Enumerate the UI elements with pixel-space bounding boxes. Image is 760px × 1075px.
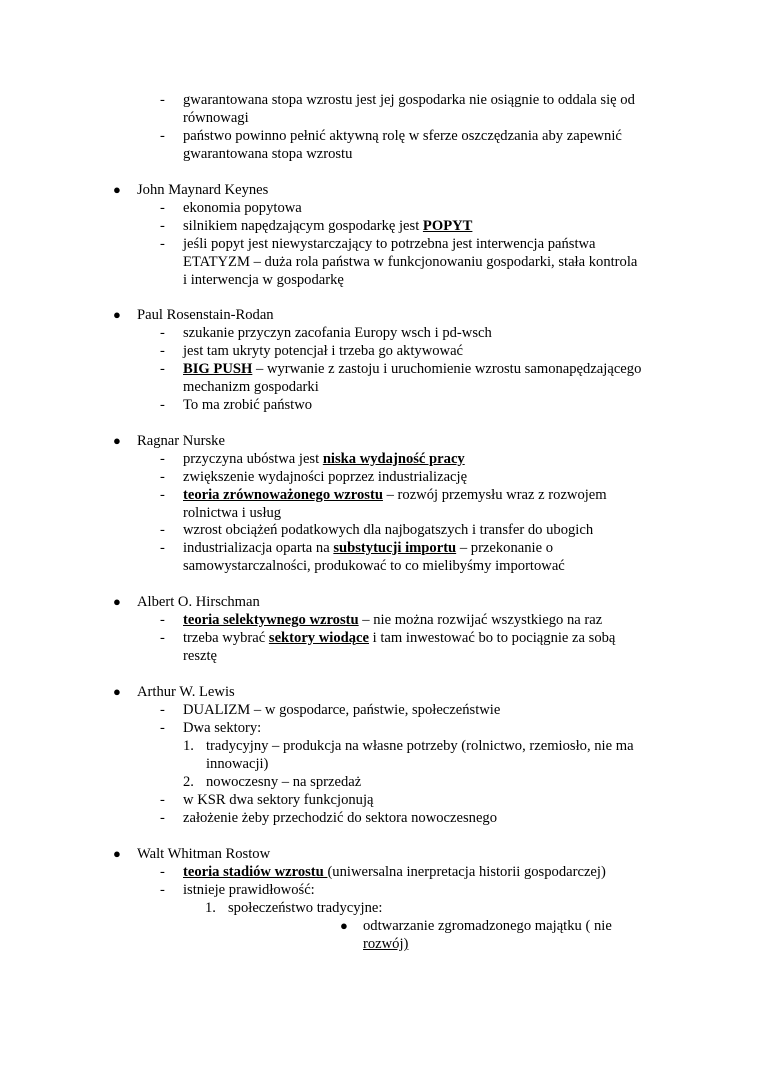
dash-marker: - — [160, 218, 165, 234]
rosenstein-key-term: BIG PUSH — [183, 361, 253, 377]
nurkse-item-5-line-2: samowystarczalności, produkować to co mielibyśmy importować — [183, 558, 565, 574]
rosenstein-item-2: jest tam ukryty potencjał i trzeba go aktywować — [183, 343, 464, 359]
intro-item-2-line-1: państwo powinno pełnić aktywną rolę w sferze oszczędzania aby zapewnić — [183, 128, 622, 144]
lewis-item-2: Dwa sektory: — [183, 720, 262, 736]
dash-marker: - — [160, 325, 165, 341]
bullet-icon: ● — [113, 684, 121, 699]
dash-marker: - — [160, 522, 165, 538]
list-number: 1. — [205, 900, 216, 916]
rosenstein-item-3-line-2: mechanizm gospodarki — [183, 379, 319, 395]
bullet-icon: ● — [113, 182, 121, 197]
dash-marker: - — [160, 487, 165, 503]
rostow-subitem-1: społeczeństwo tradycyjne: — [228, 900, 383, 916]
nurkse-item-1: przyczyna ubóstwa jest niska wydajność pracy — [183, 451, 465, 467]
rosenstein-item-1: szukanie przyczyn zacofania Europy wsch i pd-wsch — [183, 325, 492, 341]
rostow-item-1: teoria stadiów wzrostu (uniwersalna inerpretacja historii gospodarczej) — [183, 864, 606, 880]
intro-item-1-line-1: gwarantowana stopa wzrostu jest jej gospodarka nie osiągnie to oddala się od — [183, 92, 635, 108]
dash-marker: - — [160, 630, 165, 646]
hirschman-key-term-1: teoria selektywnego wzrostu — [183, 612, 359, 628]
dash-marker: - — [160, 397, 165, 413]
nurkse-key-term-3: substytucji importu — [333, 540, 457, 556]
section-heading-lewis: Arthur W. Lewis — [137, 684, 235, 700]
lewis-subitem-1-line-2: innowacji) — [206, 756, 269, 772]
lewis-item-4: założenie żeby przechodzić do sektora nowoczesnego — [183, 810, 498, 826]
lewis-item-3: w KSR dwa sektory funkcjonują — [183, 792, 374, 808]
dash-marker: - — [160, 864, 165, 880]
dash-marker: - — [160, 451, 165, 467]
section-heading-rosenstein: Paul Rosenstain-Rodan — [137, 307, 274, 323]
rosenstein-item-4: To ma zrobić państwo — [183, 397, 313, 413]
section-heading-rostow: Walt Whitman Rostow — [137, 846, 271, 862]
dash-marker: - — [160, 128, 165, 144]
nurkse-item-5: industrializacja oparta na substytucji importu – przekonanie o — [183, 540, 554, 556]
dash-marker: - — [160, 343, 165, 359]
rostow-item-2: istnieje prawidłowość: — [183, 882, 315, 898]
dash-marker: - — [160, 361, 165, 377]
rostow-subbullet-line-1: odtwarzanie zgromadzonego majątku ( nie — [363, 918, 612, 934]
bullet-icon: ● — [113, 594, 121, 609]
nurkse-item-2: zwiększenie wydajności poprzez industrializację — [183, 469, 468, 485]
dash-marker: - — [160, 612, 165, 628]
keynes-item-2: silnikiem napędzającym gospodarkę jest POPYT — [183, 218, 473, 234]
nurkse-key-term-2: teoria zrównoważonego wzrostu — [183, 487, 383, 503]
intro-item-2-line-2: gwarantowana stopa wzrostu — [183, 146, 353, 162]
hirschman-item-2-line-2: resztę — [183, 648, 218, 664]
bullet-icon: ● — [113, 307, 121, 322]
rosenstein-item-3: BIG PUSH – wyrwanie z zastoju i uruchomienie wzrostu samonapędzającego — [183, 361, 642, 377]
lewis-item-1: DUALIZM – w gospodarce, państwie, społeczeństwie — [183, 702, 501, 718]
keynes-item-1: ekonomia popytowa — [183, 200, 302, 216]
dash-marker: - — [160, 720, 165, 736]
section-heading-keynes: John Maynard Keynes — [137, 182, 269, 198]
nurkse-item-3: teoria zrównoważonego wzrostu – rozwój przemysłu wraz z rozwojem — [183, 487, 607, 503]
dash-marker: - — [160, 882, 165, 898]
bullet-icon: ● — [113, 846, 121, 861]
bullet-icon: ● — [113, 433, 121, 448]
dash-marker: - — [160, 236, 165, 252]
intro-item-1-line-2: równowagi — [183, 110, 249, 126]
bullet-icon: ● — [340, 918, 348, 933]
nurkse-item-3-line-2: rolnictwa i usług — [183, 505, 282, 521]
lewis-subitem-2: nowoczesny – na sprzedaż — [206, 774, 362, 790]
keynes-key-term: POPYT — [422, 218, 473, 234]
lewis-subitem-1-line-1: tradycyjny – produkcja na własne potrzeby (rolnictwo, rzemiosło, nie ma — [206, 738, 634, 754]
rostow-key-term: teoria stadiów wzrostu — [183, 864, 328, 880]
dash-marker: - — [160, 810, 165, 826]
keynes-item-3-line-2: ETATYZM – duża rola państwa w funkcjonowaniu gospodarki, stała kontrola — [183, 254, 638, 270]
hirschman-key-term-2: sektory wiodące — [268, 630, 370, 646]
dash-marker: - — [160, 540, 165, 556]
dash-marker: - — [160, 92, 165, 108]
list-number: 1. — [183, 738, 194, 754]
keynes-item-3-line-1: jeśli popyt jest niewystarczający to potrzebna jest interwencja państwa — [183, 236, 596, 252]
keynes-item-3-line-3: i interwencja w gospodarkę — [183, 272, 344, 288]
nurkse-key-term-1: niska wydajność pracy — [322, 451, 465, 467]
hirschman-item-1: teoria selektywnego wzrostu – nie można rozwijać wszystkiego na raz — [183, 612, 603, 628]
section-heading-hirschman: Albert O. Hirschman — [137, 594, 260, 610]
dash-marker: - — [160, 792, 165, 808]
hirschman-item-2: trzeba wybrać sektory wiodące i tam inwestować bo to pociągnie za sobą — [183, 630, 616, 646]
nurkse-item-4: wzrost obciążeń podatkowych dla najbogatszych i transfer do ubogich — [183, 522, 594, 538]
list-number: 2. — [183, 774, 194, 790]
section-heading-nurkse: Ragnar Nurske — [137, 433, 225, 449]
dash-marker: - — [160, 469, 165, 485]
dash-marker: - — [160, 702, 165, 718]
rostow-subbullet-line-2: rozwój) — [363, 936, 409, 952]
dash-marker: - — [160, 200, 165, 216]
